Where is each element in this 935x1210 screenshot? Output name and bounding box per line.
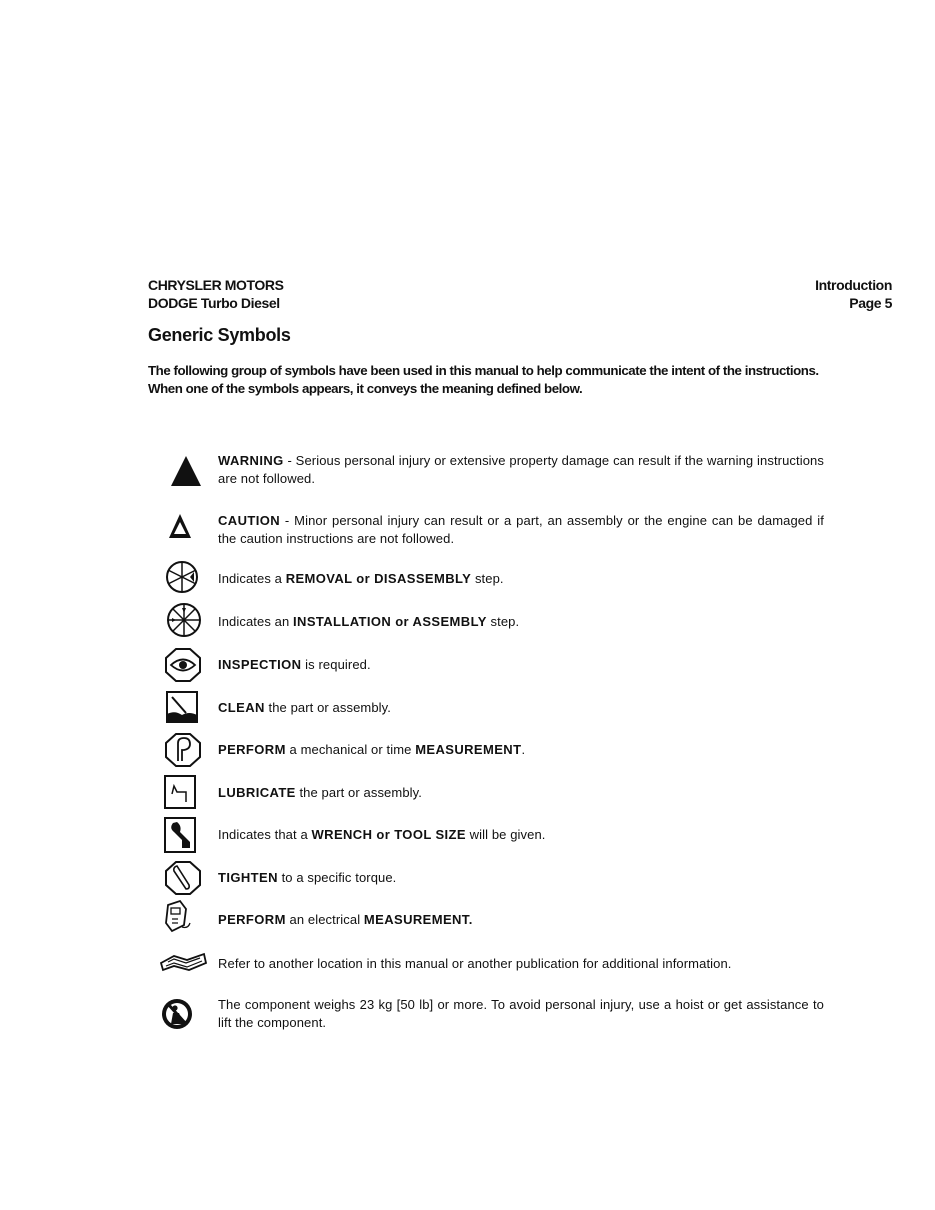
symbol-description: CLEAN the part or assembly. [218,700,392,715]
symbol-description: PERFORM an electrical MEASUREMENT. [218,912,473,927]
symbol-description: CAUTION - Minor personal injury can result or a part, an assembly or the engine can be damaged if the caution instructions are not followed. [218,513,824,546]
symbol-description: LUBRICATE the part or assembly. [218,785,422,800]
torque-wrench-icon [160,859,210,899]
header-right [815,276,892,312]
symbol-description: WARNING - Serious personal injury or extensive property damage can result if the warning instructions are not followed. [218,453,824,486]
installation-icon [160,603,210,643]
intro-line-2: When one of the symbols appears, it conveys the meaning defined below. [148,381,583,396]
symbol-description: Indicates a REMOVAL or DISASSEMBLY step. [218,571,504,586]
clean-icon [160,690,210,730]
removal-icon [160,560,210,600]
wrench-icon [160,816,210,856]
symbol-description: Indicates an INSTALLATION or ASSEMBLY step. [218,614,520,629]
intro-paragraph [148,362,888,398]
heavy-lift-icon [160,996,210,1036]
header-product: DODGE Turbo Diesel [148,295,280,311]
symbol-description: Refer to another location in this manual or another publication for additional information. [218,956,732,971]
header-page-number: Page 5 [849,295,892,311]
header-company: CHRYSLER MOTORS [148,277,284,293]
symbol-description: INSPECTION is required. [218,657,371,672]
symbol-description: PERFORM a mechanical or time MEASUREMENT. [218,742,526,757]
symbol-description: Indicates that a WRENCH or TOOL SIZE will be given. [218,827,546,842]
inspection-eye-icon [160,646,210,686]
multimeter-icon [160,899,210,939]
measurement-caliper-icon [160,731,210,771]
book-reference-icon [160,948,210,988]
header-section: Introduction [815,277,892,293]
caution-icon [160,512,210,552]
intro-line-1: The following group of symbols have been used in this manual to help communicate the intent of the instructions. [148,363,819,378]
header-left [148,276,284,312]
warning-icon [160,452,210,492]
page-title: Generic Symbols [148,325,291,345]
symbol-description: The component weighs 23 kg [50 lb] or more. To avoid personal injury, use a hoist or get assistance to lift the component. [218,997,824,1030]
symbol-description: TIGHTEN to a specific torque. [218,870,397,885]
lubricate-oil-can-icon [160,774,210,814]
